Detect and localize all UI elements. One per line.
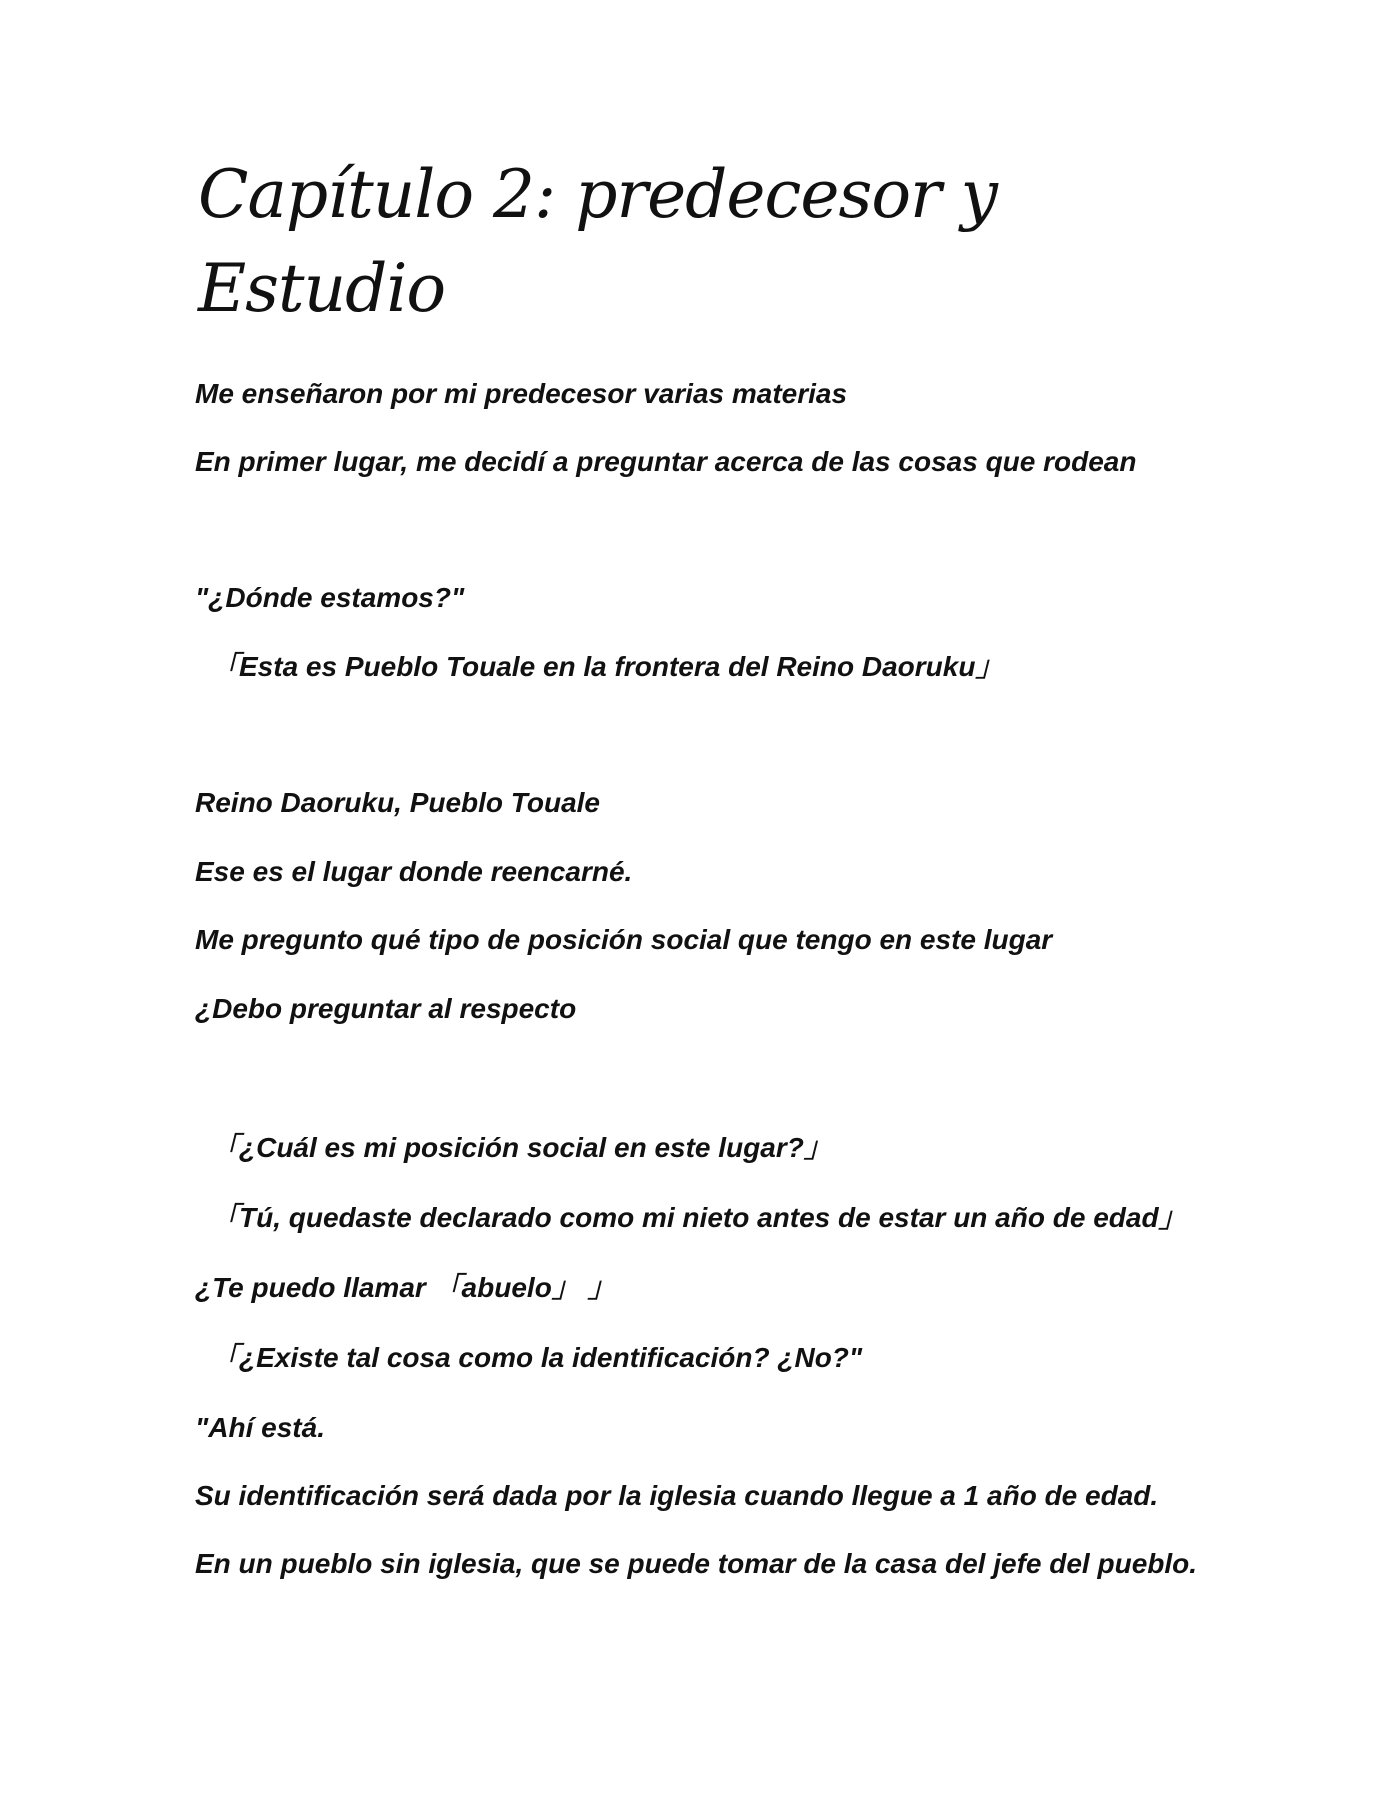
text-line: En primer lugar, me decidí a preguntar acerca de las cosas que rodean bbox=[195, 446, 1137, 477]
text-line: Reino Daoruku, Pueblo Touale bbox=[195, 787, 601, 818]
text-line: 「Tú, quedaste declarado como mi nieto antes de estar un año de edad」 bbox=[211, 1202, 1187, 1233]
text-line: Ese es el lugar donde reencarné. bbox=[195, 856, 633, 887]
text-line: ¿Debo preguntar al respecto bbox=[195, 993, 577, 1024]
chapter-title: Capítulo 2: predecesor y Estudio bbox=[198, 156, 997, 327]
text-line: "Ahí está. bbox=[195, 1412, 325, 1443]
text-line: ¿Te puedo llamar 「abuelo」 」 bbox=[195, 1272, 616, 1303]
text-line: Me pregunto qué tipo de posición social que tengo en este lugar bbox=[195, 924, 1053, 955]
text-line: En un pueblo sin iglesia, que se puede tomar de la casa del jefe del pueblo. bbox=[195, 1548, 1198, 1579]
text-line: "¿Dónde estamos?" bbox=[195, 582, 465, 613]
text-line: Me enseñaron por mi predecesor varias materias bbox=[195, 378, 848, 409]
text-line: 「¿Cuál es mi posición social en este lugar?」 bbox=[211, 1132, 832, 1163]
text-line: Su identificación será dada por la iglesia cuando llegue a 1 año de edad. bbox=[195, 1480, 1159, 1511]
text-line: 「¿Existe tal cosa como la identificación? ¿No?" bbox=[211, 1342, 863, 1373]
text-line: 「Esta es Pueblo Touale en la frontera del Reino Daoruku」 bbox=[211, 651, 1004, 682]
